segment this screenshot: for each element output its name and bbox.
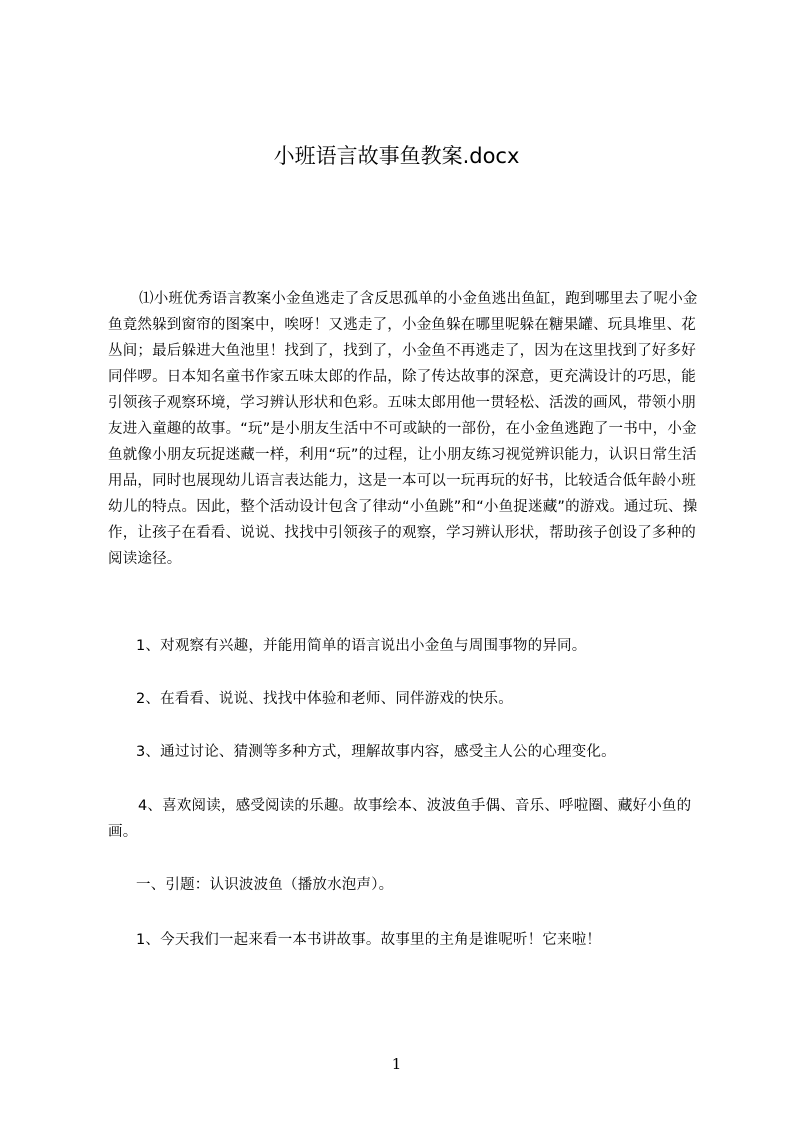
paragraph-goal-4-materials: 4、喜欢阅读，感受阅读的乐趣。故事绘本、波波鱼手偶、音乐、呼啦圈、藏好小鱼的画。 (108, 798, 692, 840)
paragraph-goal-1: 1、对观察有兴趣，并能用简单的语言说出小金鱼与周围事物的异同。 (136, 638, 587, 654)
document-title: 小班语言故事鱼教案.docx (273, 144, 520, 168)
page-number: 1 (391, 1055, 402, 1073)
paragraph-step-1: 1、今天我们一起来看一本书讲故事。故事里的主角是谁呢听！它来啦！ (136, 932, 602, 948)
section-heading-intro: 一、引题：认识波波鱼（播放水泡声）。 (136, 877, 394, 893)
paragraph-goal-3: 3、通过讨论、猜测等多种方式，理解故事内容，感受主人公的心理变化。 (136, 744, 616, 760)
paragraph-goal-2: 2、在看看、说说、找找中体验和老师、同伴游戏的快乐。 (136, 691, 513, 707)
intro-paragraph: ⑴小班优秀语言教案小金鱼逃走了含反思孤单的小金鱼逃出鱼缸，跑到哪里去了呢小金鱼竟然躲到窗帘的图案中，唉呀！又逃走了，小金鱼躲在哪里呢躲在糖果罐、玩具堆里、花丛间；最后躲进大鱼池里！找到了，找到了，小金鱼不再逃走了，因为在这里找到了好多好同伴啰。日本知名童书作家五味太郎的作品，除了传达故事的深意，更充满设计的巧思，能引领孩子观察环境，学习辨认形状和色彩。五味太郎用他一贯轻松、活泼的画风，带领小朋友进入童趣的故事。“玩”是小朋友生活中不可或缺的一部份，在小金鱼逃跑了一书中，小金鱼就像小朋友玩捉迷藏一样，利用“玩”的过程，让小朋友练习视觉辨识能力，认识日常生活用品，同时也展现幼儿语言表达能力，这是一本可以一玩再玩的好书，比较适合低年龄小班幼儿的特点。因此，整个活动设计包含了律动“小鱼跳”和“小鱼捉迷藏”的游戏。通过玩、操作，让孩子在看看、说说、找找中引领孩子的观察，学习辨认形状，帮助孩子创设了多种的阅读途径。 (108, 291, 698, 567)
